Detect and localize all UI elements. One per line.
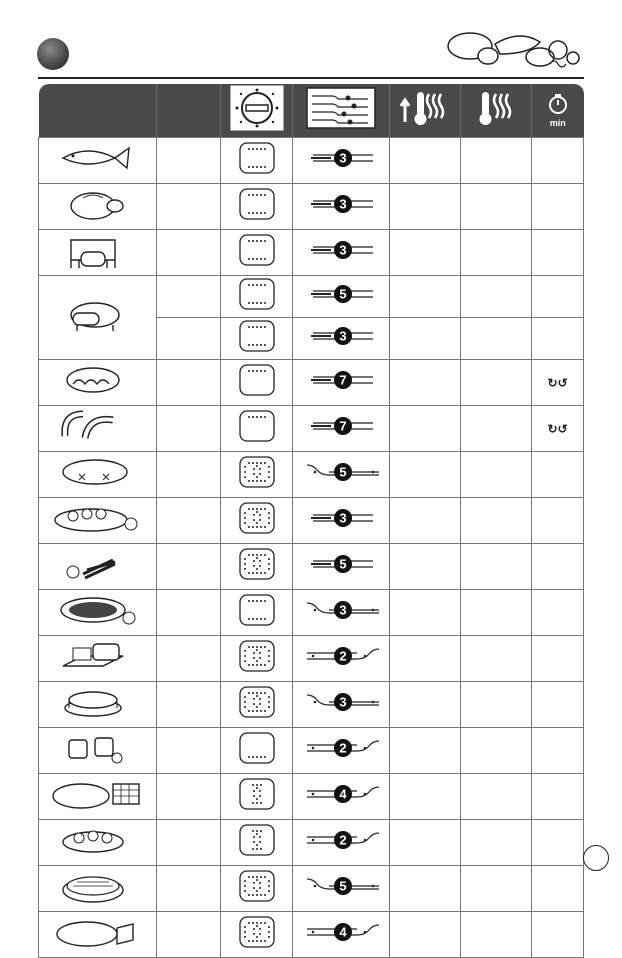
muffins-icon: [43, 847, 153, 864]
table-row: [39, 360, 584, 406]
svg-text:5: 5: [339, 878, 347, 894]
table-row: [39, 820, 584, 866]
function-cell: [221, 774, 293, 820]
svg-text:2: 2: [339, 648, 347, 664]
svg-text:3: 3: [339, 694, 347, 710]
fish-icon: [43, 165, 153, 182]
table-row: [39, 276, 584, 318]
food-cell: [39, 866, 157, 912]
chicken-icon: [43, 211, 153, 228]
table-row: [39, 682, 584, 728]
food-illustration-icon: [440, 24, 585, 72]
shelf-level-cell: [293, 360, 390, 406]
shelf-level-4-icon: [293, 915, 389, 954]
quantity-cell: [157, 318, 221, 360]
header-rule: [38, 77, 584, 79]
grill-top-mode-icon: [221, 362, 292, 403]
fan-ring-mode-icon: [221, 822, 292, 863]
preheat-temperature-cell: [390, 682, 461, 728]
preheat-temperature-cell: [390, 318, 461, 360]
shelf-level-cell: [293, 184, 390, 230]
shelf-level-cell: [293, 774, 390, 820]
function-cell: [221, 498, 293, 544]
shelf-level-cell: [293, 498, 390, 544]
food-cell: [39, 360, 157, 406]
function-cell: [221, 230, 293, 276]
temperature-cell: [461, 636, 532, 682]
shelf-level-cell: [293, 682, 390, 728]
timer-cell: [532, 452, 584, 498]
food-cell: [39, 406, 157, 452]
preheat-temperature-cell: [390, 728, 461, 774]
shelf-level-3-icon: [293, 187, 389, 226]
svg-text:7: 7: [339, 418, 347, 434]
svg-text:5: 5: [339, 286, 347, 302]
svg-text:5: 5: [339, 464, 347, 480]
function-cell: [221, 360, 293, 406]
cake-icon: [43, 709, 153, 726]
food-cell: [39, 820, 157, 866]
fan-mode-icon: [221, 868, 292, 909]
quantity-cell: [157, 406, 221, 452]
shelf-level-2-icon: [293, 731, 389, 770]
timer-cell: [532, 360, 584, 406]
timer-cell: [532, 406, 584, 452]
function-cell: [221, 276, 293, 318]
table-row: [39, 230, 584, 276]
quantity-cell: [157, 774, 221, 820]
table-row: [39, 406, 584, 452]
function-cell: [221, 544, 293, 590]
function-header: [221, 84, 293, 138]
food-cell: [39, 590, 157, 636]
timer-cell: [532, 138, 584, 184]
svg-text:2: 2: [339, 740, 347, 756]
timer-cell: [532, 498, 584, 544]
timer-cell: [532, 636, 584, 682]
timer-cell: [532, 184, 584, 230]
shelf-level-cell: [293, 276, 390, 318]
shelf-level-icon: [306, 87, 376, 129]
shelf-level-5-icon: [293, 455, 389, 494]
svg-text:5: 5: [339, 556, 347, 572]
timer-header: [532, 84, 584, 138]
preheat-temperature-header: [390, 84, 461, 138]
quantity-cell: [157, 636, 221, 682]
preheat-temperature-cell: [390, 138, 461, 184]
shelf-level-cell: [293, 318, 390, 360]
preheat-temperature-cell: [390, 360, 461, 406]
quantity-cell: [157, 498, 221, 544]
quantity-cell: [157, 276, 221, 318]
function-cell: [221, 866, 293, 912]
food-header: [39, 84, 157, 138]
turn-over-icon: ↻↺: [547, 375, 568, 390]
function-cell: [221, 406, 293, 452]
quantity-cell: [157, 866, 221, 912]
shelf-level-cell: [293, 636, 390, 682]
grill-mode-icon: [221, 232, 292, 273]
fan-mode-icon: [221, 638, 292, 679]
shelf-level-cell: [293, 590, 390, 636]
grill-mode-icon: [221, 276, 292, 317]
pork-chops-icon: [43, 387, 153, 404]
food-cell: [39, 230, 157, 276]
food-cell: [39, 184, 157, 230]
svg-text:7: 7: [339, 372, 347, 388]
shelf-level-cell: [293, 820, 390, 866]
temperature-cell: [461, 820, 532, 866]
preheat-temperature-cell: [390, 276, 461, 318]
table-row: [39, 590, 584, 636]
table-row: [39, 774, 584, 820]
grill-mode-icon: [221, 318, 292, 359]
quantity-cell: [157, 230, 221, 276]
timer-cell: [532, 590, 584, 636]
preheat-temperature-cell: [390, 452, 461, 498]
stuffed-tomatoes-icon: [43, 525, 153, 542]
quantity-cell: [157, 912, 221, 958]
frozen-pizza-icon: [43, 479, 153, 496]
quiche-icon: [43, 939, 153, 956]
shelf-level-header: [293, 84, 390, 138]
shelf-level-4-icon: [293, 777, 389, 816]
shelf-level-3-icon: [293, 593, 389, 632]
grill-mode-icon: [221, 186, 292, 227]
temperature-cell: [461, 866, 532, 912]
svg-text:2: 2: [339, 832, 347, 848]
timer-cell: [532, 912, 584, 958]
temperature-cell: [461, 728, 532, 774]
page-number-circle: [583, 845, 609, 871]
svg-text:3: 3: [339, 328, 347, 344]
quantity-header: [157, 84, 221, 138]
preheat-temperature-cell: [390, 498, 461, 544]
preheat-temperature-cell: [390, 774, 461, 820]
shelf-level-3-icon: [293, 233, 389, 272]
fan-mode-icon: [221, 546, 292, 587]
shelf-level-7-icon: [293, 409, 389, 448]
temperature-cell: [461, 682, 532, 728]
temperature-icon: [474, 88, 518, 128]
temperature-cell: [461, 774, 532, 820]
grill-mode-icon: [221, 592, 292, 633]
timer-cell: [532, 728, 584, 774]
turn-over-icon: ↻↺: [547, 421, 568, 436]
preheat-temperature-cell: [390, 866, 461, 912]
timer-cell: [532, 820, 584, 866]
shelf-level-3-icon: [293, 141, 389, 180]
temperature-cell: [461, 230, 532, 276]
function-cell: [221, 452, 293, 498]
sausages-icon: [43, 433, 153, 450]
shelf-level-cell: [293, 406, 390, 452]
shelf-level-5-icon: [293, 547, 389, 586]
frozen-fries-icon: [43, 571, 153, 588]
beef-roast-icon: [43, 257, 153, 274]
function-cell: [221, 590, 293, 636]
temperature-cell: [461, 452, 532, 498]
temperature-cell: [461, 498, 532, 544]
function-cell: [221, 636, 293, 682]
food-cell: [39, 498, 157, 544]
quantity-cell: [157, 590, 221, 636]
food-cell: [39, 452, 157, 498]
shelf-level-cell: [293, 452, 390, 498]
timer-cell: [532, 544, 584, 590]
food-cell: [39, 912, 157, 958]
preheat-temperature-cell: [390, 406, 461, 452]
preheat-temperature-cell: [390, 636, 461, 682]
preheat-temperature-cell: [390, 590, 461, 636]
quantity-cell: [157, 360, 221, 406]
shelf-level-cell: [293, 230, 390, 276]
shelf-level-cell: [293, 866, 390, 912]
temperature-cell: [461, 184, 532, 230]
shelf-level-cell: [293, 912, 390, 958]
timer-cell: [532, 682, 584, 728]
svg-text:3: 3: [339, 150, 347, 166]
function-cell: [221, 318, 293, 360]
svg-text:3: 3: [339, 242, 347, 258]
shelf-level-3-icon: [293, 319, 389, 358]
temperature-cell: [461, 138, 532, 184]
function-cell: [221, 820, 293, 866]
temperature-header: [461, 84, 532, 138]
timer-cell: [532, 230, 584, 276]
shelf-level-5-icon: [293, 869, 389, 908]
quantity-cell: [157, 682, 221, 728]
preheat-temperature-icon: [397, 88, 453, 128]
grill-mode-icon: [221, 140, 292, 181]
temperature-cell: [461, 912, 532, 958]
shelf-level-2-icon: [293, 639, 389, 678]
table-row: [39, 452, 584, 498]
timer-cell: [532, 866, 584, 912]
quantity-cell: [157, 544, 221, 590]
pork-roast-icon: [43, 322, 153, 339]
grill-top-mode-icon: [221, 408, 292, 449]
preheat-temperature-cell: [390, 230, 461, 276]
fan-mode-icon: [221, 914, 292, 955]
timer-unit-label: min: [549, 118, 566, 128]
temperature-cell: [461, 406, 532, 452]
table-row: [39, 544, 584, 590]
fan-mode-icon: [221, 454, 292, 495]
preheat-temperature-cell: [390, 544, 461, 590]
food-cell: [39, 276, 157, 360]
food-cell: [39, 636, 157, 682]
temperature-cell: [461, 318, 532, 360]
preheat-temperature-cell: [390, 184, 461, 230]
shelf-level-cell: [293, 138, 390, 184]
fan-mode-icon: [221, 500, 292, 541]
table-header-row: [39, 84, 584, 138]
svg-text:3: 3: [339, 510, 347, 526]
food-cell: [39, 682, 157, 728]
food-cell: [39, 728, 157, 774]
fan-mode-icon: [221, 684, 292, 725]
shelf-level-5-icon: [293, 277, 389, 316]
quantity-cell: [157, 138, 221, 184]
temperature-cell: [461, 276, 532, 318]
preheat-temperature-cell: [390, 820, 461, 866]
timer-icon: [547, 93, 569, 115]
table-row: [39, 866, 584, 912]
function-cell: [221, 682, 293, 728]
quantity-cell: [157, 728, 221, 774]
function-cell: [221, 912, 293, 958]
svg-text:4: 4: [339, 924, 347, 940]
bread-icon: [43, 663, 153, 680]
cooking-table: [38, 84, 583, 958]
function-cell: [221, 138, 293, 184]
table-row: [39, 498, 584, 544]
svg-text:4: 4: [339, 786, 347, 802]
shelf-level-7-icon: [293, 363, 389, 402]
temperature-cell: [461, 544, 532, 590]
function-dial-icon: [229, 84, 285, 132]
table-row: [39, 912, 584, 958]
shelf-level-3-icon: [293, 685, 389, 724]
fruit-tart-icon: [43, 617, 153, 634]
timer-cell: [532, 318, 584, 360]
temperature-cell: [461, 360, 532, 406]
shelf-level-cell: [293, 728, 390, 774]
function-cell: [221, 728, 293, 774]
table-row: [39, 728, 584, 774]
timer-cell: [532, 774, 584, 820]
food-cell: [39, 544, 157, 590]
small-cakes-icon: [43, 801, 153, 818]
table-row: [39, 636, 584, 682]
cream-dessert-icon: [43, 755, 153, 772]
svg-text:3: 3: [339, 196, 347, 212]
chapter-marker-dot: [37, 38, 69, 70]
quantity-cell: [157, 452, 221, 498]
quantity-cell: [157, 820, 221, 866]
timer-cell: [532, 276, 584, 318]
table-row: [39, 138, 584, 184]
table-row: [39, 184, 584, 230]
pie-icon: [43, 893, 153, 910]
shelf-level-3-icon: [293, 501, 389, 540]
preheat-temperature-cell: [390, 912, 461, 958]
food-cell: [39, 774, 157, 820]
food-cell: [39, 138, 157, 184]
quantity-cell: [157, 184, 221, 230]
shelf-level-2-icon: [293, 823, 389, 862]
svg-text:3: 3: [339, 602, 347, 618]
temperature-cell: [461, 590, 532, 636]
shelf-level-cell: [293, 544, 390, 590]
bottom-mode-icon: [221, 730, 292, 771]
fan-ring-mode-icon: [221, 776, 292, 817]
function-cell: [221, 184, 293, 230]
